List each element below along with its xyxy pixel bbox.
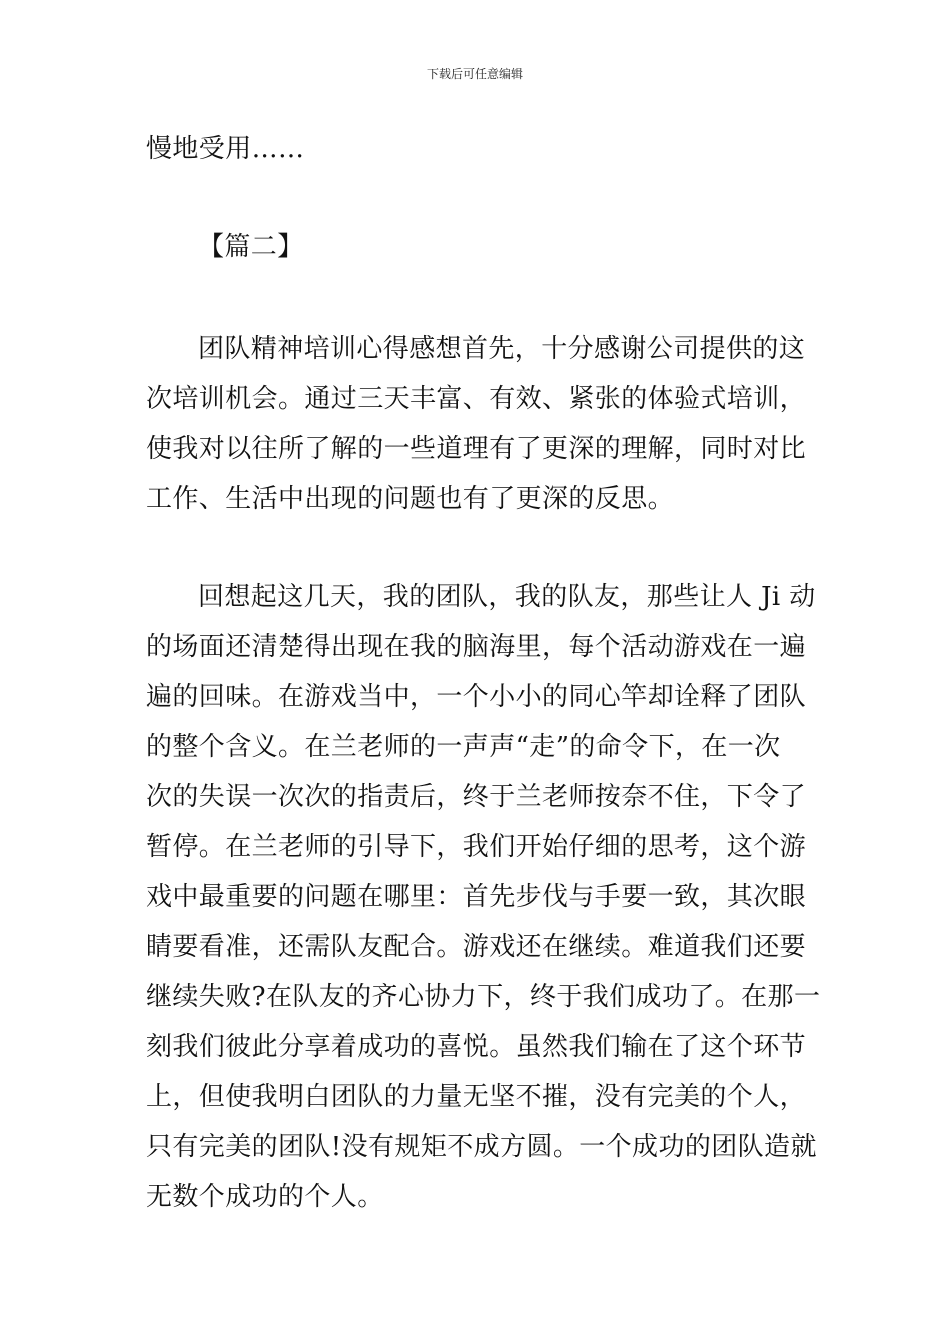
paragraph-reflection (146, 572, 821, 1222)
text-line: 使我对以往所了解的一些道理有了更深的理解，同时对比 (146, 434, 807, 464)
text-line: 工作、生活中出现的问题也有了更深的反思。 (146, 484, 675, 514)
text-line: 睛要看准，还需队友配合。游戏还在继续。难道我们还要 (146, 932, 807, 962)
section-heading (146, 222, 808, 272)
text-line: 慢地受用…… (146, 134, 305, 164)
text-line: 刻我们彼此分享着成功的喜悦。虽然我们输在了这个环节 (146, 1032, 807, 1062)
text-line: 上，但使我明白团队的力量无坚不摧，没有完美的个人， (146, 1082, 807, 1112)
paragraph-continuation (146, 124, 808, 174)
text-line: 的整个含义。在兰老师的一声声“走”的命令下，在一次 (146, 732, 781, 762)
text-line: 暂停。在兰老师的引导下，我们开始仔细的思考，这个游 (146, 832, 807, 862)
section-heading-text: 【篇二】 (198, 232, 304, 262)
text-line: 次的失误一次次的指责后，终于兰老师按奈不住，下令了 (146, 782, 807, 812)
page-header-note: 下载后可任意编辑 (426, 67, 523, 81)
text-line: 戏中最重要的问题在哪里：首先步伐与手要一致，其次眼 (146, 882, 807, 912)
text-line: 继续失败?在队友的齐心协力下，终于我们成功了。在那一 (146, 982, 821, 1012)
paragraph-intro (146, 324, 808, 524)
text-line: 次培训机会。通过三天丰富、有效、紧张的体验式培训， (146, 384, 807, 414)
text-line: 无数个成功的个人。 (146, 1182, 384, 1212)
text-line: 团队精神培训心得感想首先，十分感谢公司提供的这 (198, 334, 806, 364)
text-line: 回想起这几天，我的团队，我的队友，那些让人 Ji 动 (198, 582, 816, 612)
text-line: 的场面还清楚得出现在我的脑海里，每个活动游戏在一遍 (146, 632, 807, 662)
text-line: 遍的回味。在游戏当中，一个小小的同心竿却诠释了团队 (146, 682, 807, 712)
text-line: 只有完美的团队!没有规矩不成方圆。一个成功的团队造就 (146, 1132, 817, 1162)
